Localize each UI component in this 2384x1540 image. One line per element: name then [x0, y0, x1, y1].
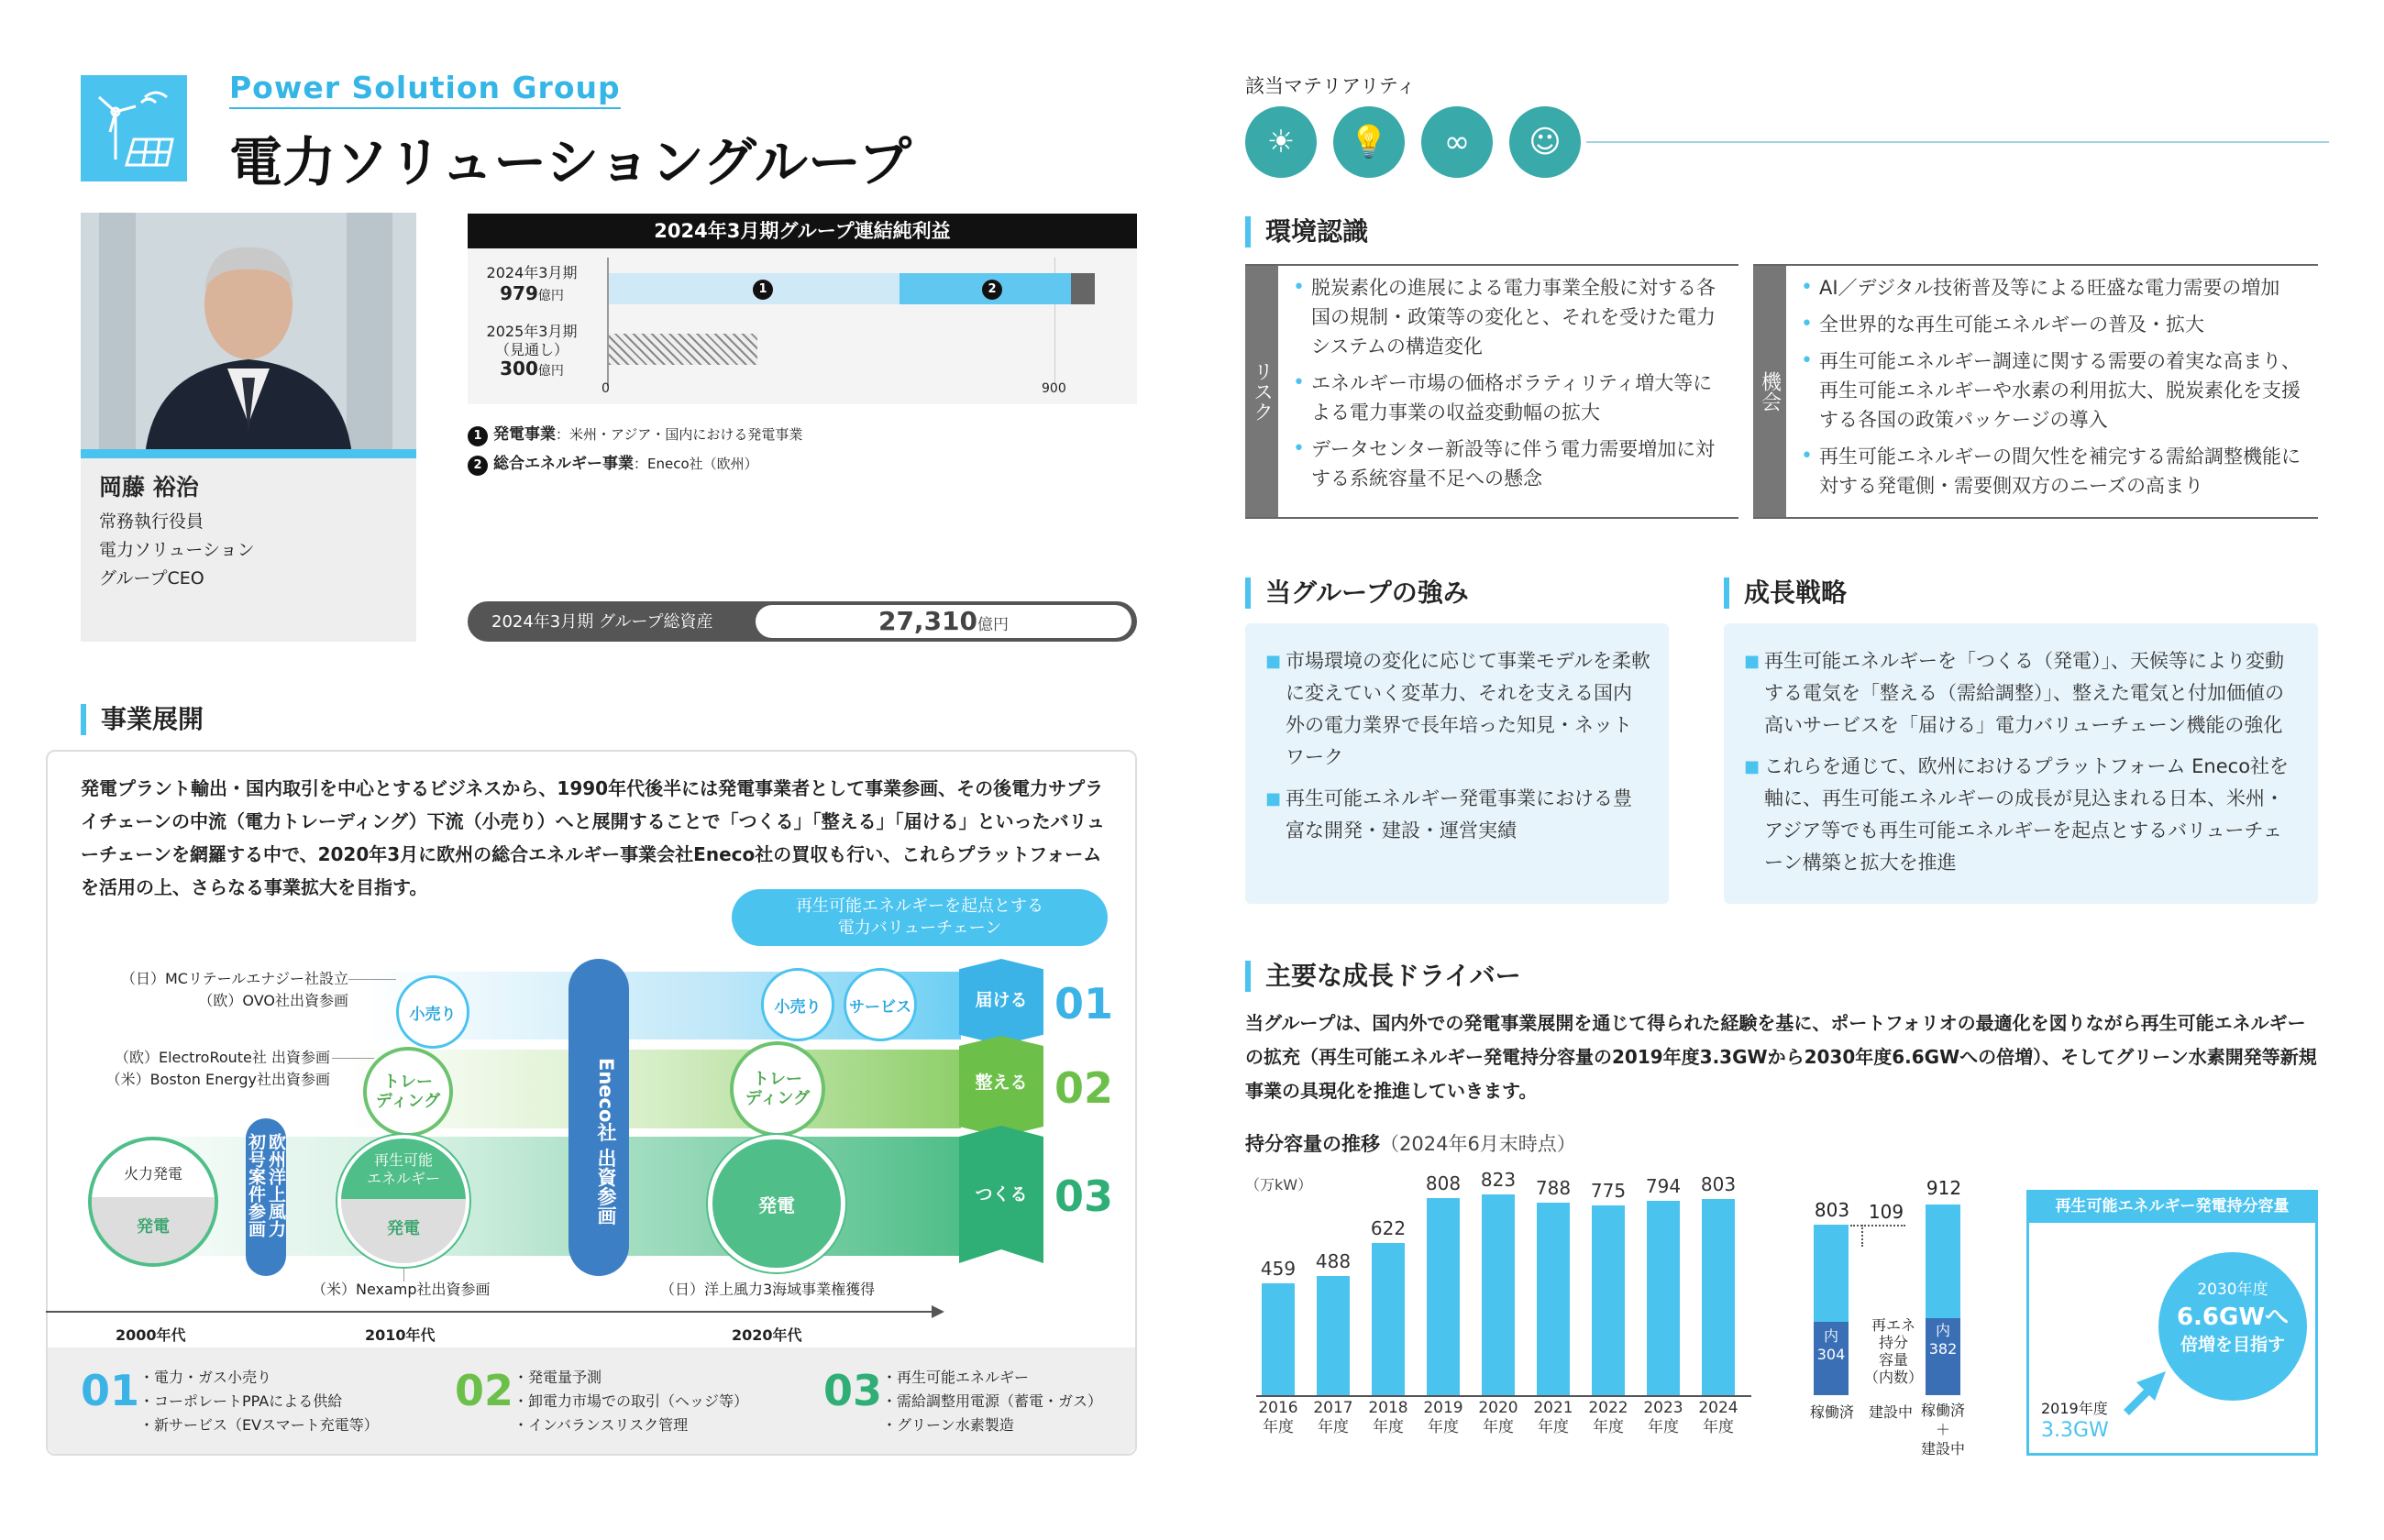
circle-generation-2020: 発電 [708, 1135, 845, 1272]
capacity-bar [1317, 1276, 1350, 1395]
operational-label: 稼働済 [1809, 1403, 1854, 1421]
np-row2-label [477, 323, 587, 380]
seg2-label: 総合エネルギー事業 [493, 455, 634, 473]
capacity-x-label: 2016 年度 [1258, 1399, 1298, 1436]
total-assets-value: 27,310 [877, 606, 978, 636]
capacity-bar [1702, 1199, 1735, 1395]
env-heading: 環境認識 [1245, 216, 1368, 248]
page-title: 電力ソリューショングループ [229, 131, 912, 193]
eneco-label: Eneco社 出資参画 [595, 1057, 617, 1226]
capacity-bar-label: 459 [1260, 1257, 1297, 1280]
strategy-item: ■ これらを通じて、欧州におけるプラットフォーム Eneco社を軸に、再生可能エネルギーの成長が見込まれる日本、米州・アジア等でも再生可能エネルギーを起点とするバリューチェーン構築と拡大を推進 [1744, 751, 2300, 879]
risk-item: • 脱炭素化の進展による電力事業全般に対する各国の規制・政策等の変化と、それを受けた電力システムの構造変化 [1291, 273, 1731, 361]
ceo-portrait [81, 213, 416, 456]
people-infinity-icon: ∞ [1421, 106, 1493, 178]
legend-03-item: グリーン水素製造 [897, 1416, 1014, 1434]
legend-03-item: 需給調整用電源（蓄電・ガス） [897, 1392, 1103, 1410]
opportunity-item: • 全世界的な再生可能エネルギーの普及・拡大 [1799, 310, 2318, 339]
increment-bracket [1861, 1225, 1863, 1247]
portrait-photo [81, 213, 416, 456]
business-heading: 事業展開 [81, 704, 204, 735]
circle-renewable [337, 1135, 469, 1267]
portrait-accent-bar [81, 449, 416, 458]
legend-01-item: 新サービス（EVスマート充電等） [154, 1416, 379, 1434]
note-trading-b: （米）Boston Energy社出資参画 [105, 1071, 330, 1088]
materiality-rule [1586, 141, 2329, 143]
capacity-x-label: 2021 年度 [1533, 1399, 1573, 1436]
capacity-bar-label: 488 [1315, 1249, 1352, 1272]
capacity-bar [1427, 1198, 1460, 1395]
seg1-desc: ：米州・アジア・国内における発電事業 [556, 426, 803, 443]
capacity-bar [1482, 1194, 1515, 1395]
strength-item: ■ 再生可能エネルギー発電事業における豊富な開発・建設・運営実績 [1265, 783, 1650, 847]
legend-03-item: 再生可能エネルギー [897, 1369, 1030, 1386]
capacity-bar [1647, 1201, 1680, 1395]
np-bar-forecast [609, 334, 757, 365]
note-trading-a: （欧）ElectroRoute社 出資参画 [114, 1049, 330, 1066]
risk-item: • エネルギー市場の価格ボラティリティ増大等による電力事業の収益変動幅の拡大 [1291, 368, 1731, 427]
offshore-jp-note: （日）洋上風力3海域事業権獲得 [660, 1281, 876, 1298]
seg1-label: 発電事業 [493, 425, 556, 444]
strategy-heading: 成長戦略 [1724, 578, 1847, 609]
chart-title-main: 持分容量の推移 [1245, 1133, 1380, 1155]
net-profit-title: 2024年3月期グループ連結純利益 [468, 214, 1137, 248]
total-assets-value-box [756, 605, 1131, 638]
wind-solar-icon [81, 75, 187, 182]
capacity-bar [1372, 1243, 1405, 1395]
capacity-bar-label: 808 [1425, 1172, 1462, 1194]
circle-thermal [88, 1137, 218, 1267]
legend-02-item: 発電量予測 [528, 1369, 602, 1386]
tag-generate-label: つくる [975, 1184, 1028, 1204]
legend-01-item: コーポレートPPAによる供給 [154, 1392, 343, 1410]
segment-legend-1: 1 発電事業：米州・アジア・国内における発電事業 [468, 421, 802, 446]
legend-02-item: インバランスリスク管理 [528, 1416, 689, 1434]
np-row1-label [477, 263, 587, 306]
np-row2-year: 2025年3月期 [486, 323, 578, 340]
circle-retail-2020: 小売り [761, 968, 834, 1041]
thermal-gen-label: 発電 [137, 1217, 170, 1237]
risk-item: • データセンター新設等に伴う電力需要増加に対する系統容量不足への懸念 [1291, 434, 1731, 493]
chart-title [1245, 1129, 1576, 1157]
strategy-list [1744, 645, 2300, 888]
total-assets-unit: 億円 [977, 616, 1010, 634]
breakdown-chart [1806, 1177, 1990, 1458]
chart-unit: （万kW） [1245, 1176, 1313, 1194]
np-axis-900: 900 [1042, 381, 1066, 396]
capacity-x-label: 2020 年度 [1478, 1399, 1518, 1436]
capacity-bar [1262, 1283, 1295, 1395]
base-value: 3.3GW [2041, 1419, 2109, 1442]
chart-subtitle: （2024年6月末時点） [1380, 1133, 1576, 1155]
strengths-list [1265, 645, 1650, 856]
np-bar-other [1071, 273, 1095, 304]
under-construction-label: 建設中 [1868, 1403, 1913, 1421]
np-axis-0: 0 [602, 381, 610, 396]
np-seg1-marker [753, 279, 778, 300]
capacity-x-label: 2022 年度 [1588, 1399, 1628, 1436]
drivers-text: 当グループは、国内外での発電事業展開を通じて得られた経験を基に、ポートフォリオの最適化を図りながら再生可能エネルギーの拡充（再生可能エネルギー発電持分容量の2019年度3.3GWから2030年度6.6GWへの倍増）、そしてグリーン水素開発等新規事業の具現化を推進していきます。 [1245, 1012, 2317, 1102]
capacity-bar-label: 622 [1370, 1217, 1407, 1240]
target-year: 2030年度 [2197, 1281, 2268, 1299]
timeline-arrow [932, 1305, 944, 1318]
group-name-en: Power Solution Group [229, 70, 621, 109]
circle-service-2020: サービス [844, 968, 917, 1041]
note-trading [73, 1047, 330, 1091]
np-row2-sub: （見通し） [494, 341, 568, 358]
target-title: 再生可能エネルギー発電持分容量 [2026, 1190, 2318, 1223]
decade-2020: 2020年代 [732, 1326, 802, 1344]
legend-02-item: 卸電力市場での取引（ヘッジ等） [528, 1392, 749, 1410]
np-row2-value: 300 [500, 358, 538, 380]
decade-2010: 2010年代 [365, 1326, 436, 1344]
circle-trading-2010: トレー ディング [363, 1047, 453, 1137]
risk-label: リスク [1245, 266, 1278, 517]
np-row2-unit: 億円 [537, 364, 564, 379]
target-value: 6.6GWへ [2176, 1304, 2290, 1331]
growth-arrow-icon [2116, 1362, 2171, 1417]
capacity-x-label: 2017 年度 [1313, 1399, 1353, 1436]
legend-list-01: ・電力・ガス小売り ・コーポレートPPAによる供給 ・新サービス（EVスマート充電等） [139, 1369, 379, 1434]
nexamp-note: （米）Nexamp社出資参画 [312, 1281, 491, 1298]
drivers-heading: 主要な成長ドライバー [1245, 961, 1521, 992]
decade-2000: 2000年代 [116, 1326, 186, 1344]
np-row1-value: 979 [500, 282, 538, 304]
renewable-gen-label: 発電 [387, 1219, 420, 1238]
note-retail-b: （欧）OVO社出資参画 [198, 992, 348, 1009]
mid-note: 再エネ 持分 容量 （内数） [1863, 1316, 1923, 1386]
opportunity-list [1799, 273, 2318, 508]
segment-legend-2: 2 総合エネルギー事業：Eneco社（欧州） [468, 450, 758, 476]
circle-retail-2010: 小売り [396, 975, 469, 1049]
materiality-label: 該当マテリアリティ [1245, 75, 1417, 97]
tag-adjust-label: 整える [975, 1072, 1028, 1093]
total-value: 912 [1926, 1177, 1962, 1199]
offshore-label: 欧州洋上風力 初号案件参画 [246, 1133, 286, 1238]
capacity-bar-label: 788 [1535, 1176, 1572, 1199]
legend-list-02: ・発電量予測 ・卸電力市場での取引（ヘッジ等） ・インバランスリスク管理 [513, 1369, 749, 1434]
role-line-2: 電力ソリューション [99, 540, 255, 560]
operational-value: 803 [1814, 1199, 1850, 1221]
seg2-desc: ：Eneco社（欧州） [634, 456, 758, 472]
capacity-bar-label: 794 [1645, 1175, 1682, 1198]
chart-baseline [1256, 1395, 1751, 1397]
note-retail [110, 968, 348, 1012]
capacity-bar-label: 775 [1590, 1180, 1627, 1203]
materiality-icons [1245, 106, 1581, 178]
note-retail-leader [348, 979, 396, 980]
value-chain-badge: 再生可能エネルギーを起点とする 電力バリューチェーン [732, 889, 1108, 946]
num-02: 02 [1054, 1063, 1114, 1113]
capacity-x-label: 2024 年度 [1698, 1399, 1738, 1436]
np-row1-unit: 億円 [537, 289, 564, 303]
num-01: 01 [1054, 979, 1114, 1028]
capacity-bar [1592, 1205, 1625, 1395]
legend-01: 01 [81, 1366, 140, 1415]
total-inner-label: 内 382 [1928, 1322, 1958, 1358]
note-retail-a: （日）MCリテールエナジー社設立 [120, 970, 348, 987]
legend-01-item: 電力・ガス小売り [154, 1369, 272, 1386]
legend-list-03: ・再生可能エネルギー ・需給調整用電源（蓄電・ガス） ・グリーン水素製造 [882, 1369, 1103, 1434]
timeline-axis [46, 1311, 935, 1313]
capacity-x-label: 2023 年度 [1643, 1399, 1683, 1436]
np-row1-year: 2024年3月期 [486, 264, 578, 281]
ceo-name: 岡藤 裕治 [99, 474, 199, 500]
total-label: 稼働済 ＋ 建設中 [1920, 1402, 1965, 1458]
group-icon [81, 75, 187, 182]
opportunity-item: • 再生可能エネルギー調達に関する需要の着実な高まり、再生可能エネルギーや水素の利用拡大、脱炭素化を支援する各国の政策パッケージの導入 [1799, 346, 2318, 434]
community-icon: ☺ [1509, 106, 1581, 178]
strengths-heading: 当グループの強み [1245, 578, 1469, 609]
wind-solar-icon: ☀ [1245, 106, 1317, 178]
role-line-3: グループCEO [99, 568, 204, 588]
increment-value: 109 [1868, 1201, 1904, 1223]
legend-03: 03 [823, 1366, 883, 1415]
target-goal: 倍増を目指す [2180, 1335, 2285, 1355]
opportunity-label: 機会 [1753, 266, 1786, 517]
strategy-item: ■ 再生可能エネルギーを「つくる（発電）」、天候等により変動する電気を「整える（需給調整）」、整えた電気と付加価値の高いサービスを「届ける」電力バリューチェーン機能の強化 [1744, 645, 2300, 742]
total-assets-label: 2024年3月期 グループ総資産 [491, 612, 713, 632]
capacity-bar-label: 803 [1700, 1172, 1737, 1195]
thermal-label: 火力発電 [123, 1165, 182, 1182]
increment-leader [1850, 1225, 1905, 1226]
renewable-label: 再生可能 エネルギー [366, 1151, 440, 1187]
business-text: 発電プラント輸出・国内取引を中心とするビジネスから、1990年代後半には発電事業者として事業参画、その後電力サプライチェーンの中流（電力トレーディング）下流（小売り）へと展開することで「つくる」「整える」「届ける」といったバリューチェーンを網羅する中で、2020年3月に欧州の総合エネルギー事業会社Eneco社の買収も行い、これらプラットフォームを活用の上、さらなる事業拡大を目指す。 [81, 777, 1105, 898]
capacity-bar-label: 823 [1480, 1168, 1517, 1191]
np-seg2-num: 2 [982, 280, 1002, 300]
base-year: 2019年度 [2041, 1400, 2108, 1417]
np-seg2-marker [982, 279, 1008, 300]
capacity-x-label: 2019 年度 [1423, 1399, 1463, 1436]
opportunity-item: • AI／デジタル技術普及等による旺盛な電力需要の増加 [1799, 273, 2318, 302]
operational-inner-label: 内 304 [1816, 1327, 1846, 1363]
strength-item: ■ 市場環境の変化に応じて事業モデルを柔軟に変えていく変革力、それを支える国内外の電力業界で長年培った知見・ネットワーク [1265, 645, 1650, 774]
risk-list [1291, 273, 1731, 500]
num-03: 03 [1054, 1172, 1114, 1221]
capacity-x-label: 2018 年度 [1368, 1399, 1408, 1436]
ceo-role [99, 508, 255, 593]
lightbulb-head-icon: 💡 [1333, 106, 1405, 178]
role-line-1: 常務執行役員 [99, 512, 204, 532]
tag-deliver-label: 届ける [975, 990, 1028, 1010]
note-trading-leader [332, 1058, 374, 1059]
np-seg1-num: 1 [753, 280, 773, 300]
opportunity-item: • 再生可能エネルギーの間欠性を補完する需給調整機能に対する発電側・需要側双方のニーズの高まり [1799, 442, 2318, 500]
legend-02: 02 [455, 1366, 514, 1415]
capacity-bar [1537, 1203, 1570, 1395]
circle-trading-2020: トレー ディング [730, 1041, 825, 1137]
